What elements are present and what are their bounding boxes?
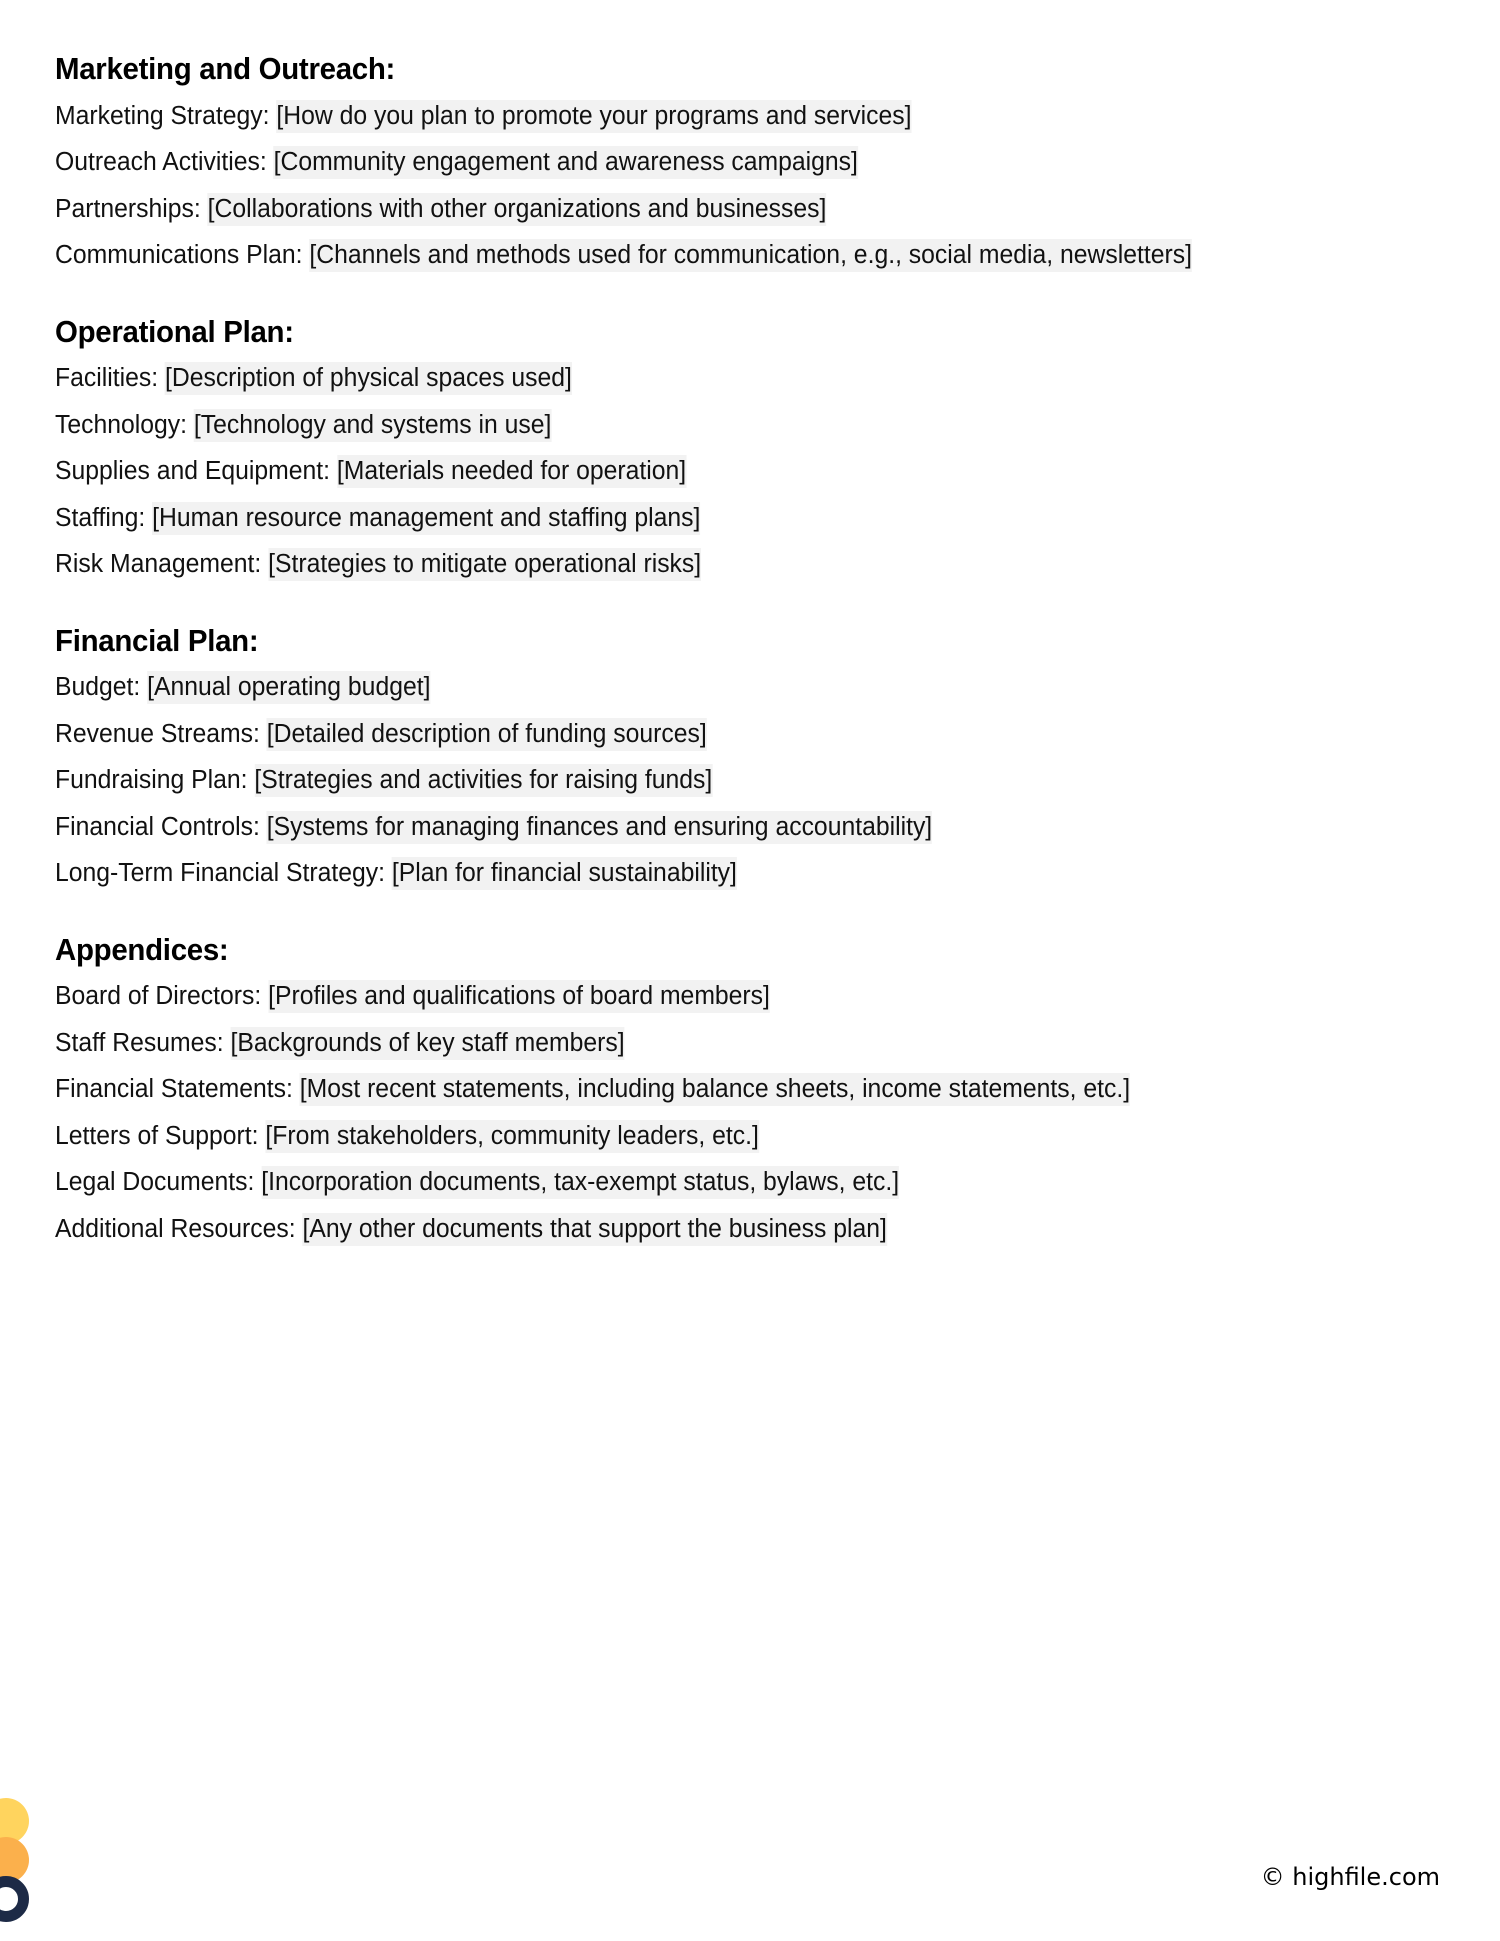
field-label: Communications Plan: bbox=[55, 241, 310, 269]
field-line bbox=[55, 1210, 1374, 1257]
field-label: Partnerships: bbox=[55, 194, 208, 223]
field-line bbox=[55, 977, 1374, 1024]
field-label: Supplies and Equipment: bbox=[55, 457, 337, 485]
section-heading: Operational Plan: bbox=[55, 314, 294, 349]
field-label: Marketing Strategy: bbox=[55, 101, 277, 130]
section-heading: Financial Plan: bbox=[55, 623, 259, 658]
field-placeholder-value: [Plan for financial sustainability] bbox=[392, 857, 737, 890]
field-label: Financial Statements: bbox=[55, 1075, 300, 1103]
field-line bbox=[55, 359, 1374, 406]
field-line bbox=[55, 499, 1374, 546]
field-line bbox=[55, 190, 1374, 237]
field-placeholder-value: [Most recent statements, including balance sheets, income statements, etc.] bbox=[300, 1073, 1130, 1106]
document-body bbox=[55, 48, 1415, 1256]
field-line bbox=[55, 668, 1374, 715]
field-label: Letters of Support: bbox=[55, 1121, 266, 1150]
section-heading: Marketing and Outreach: bbox=[55, 52, 396, 86]
field-line bbox=[55, 143, 1374, 190]
document-section bbox=[55, 311, 1415, 592]
document-section bbox=[55, 929, 1415, 1257]
document-section bbox=[55, 620, 1415, 901]
field-placeholder-value: [Any other documents that support the business plan] bbox=[302, 1213, 886, 1246]
field-placeholder-value: [Annual operating budget] bbox=[147, 671, 430, 704]
highfile-logo bbox=[0, 1798, 29, 1922]
field-placeholder-value: [Technology and systems in use] bbox=[194, 409, 551, 442]
document-section bbox=[55, 48, 1415, 283]
field-label: Facilities: bbox=[55, 364, 165, 392]
field-line bbox=[55, 808, 1374, 855]
field-line bbox=[55, 1163, 1374, 1210]
field-label: Financial Controls: bbox=[55, 812, 267, 841]
field-line bbox=[55, 545, 1374, 592]
field-placeholder-value: [Strategies to mitigate operational risks] bbox=[268, 548, 701, 581]
field-placeholder-value: [Collaborations with other organizations and businesses] bbox=[208, 193, 827, 226]
field-line bbox=[55, 1117, 1374, 1164]
field-placeholder-value: [Materials needed for operation] bbox=[337, 455, 686, 488]
field-line bbox=[55, 97, 1374, 144]
field-line bbox=[55, 761, 1374, 808]
field-line bbox=[55, 1070, 1374, 1117]
field-label: Legal Documents: bbox=[55, 1168, 262, 1196]
field-label: Board of Directors: bbox=[55, 982, 269, 1010]
field-placeholder-value: [From stakeholders, community leaders, etc.] bbox=[265, 1120, 759, 1153]
field-label: Revenue Streams: bbox=[55, 719, 267, 748]
field-placeholder-value: [Channels and methods used for communication, e.g., social media, newsletters] bbox=[309, 239, 1192, 272]
field-placeholder-value: [Profiles and qualifications of board members] bbox=[268, 980, 770, 1013]
field-label: Additional Resources: bbox=[55, 1214, 303, 1243]
field-label: Long-Term Financial Strategy: bbox=[55, 859, 392, 887]
field-line bbox=[55, 236, 1374, 283]
field-placeholder-value: [Detailed description of funding sources] bbox=[267, 718, 707, 751]
field-placeholder-value: [Systems for managing finances and ensuring accountability] bbox=[267, 811, 932, 844]
field-line bbox=[55, 406, 1374, 453]
footer-copyright: © highfile.com bbox=[1260, 1863, 1440, 1891]
field-label: Budget: bbox=[55, 673, 148, 701]
field-placeholder-value: [Human resource management and staffing plans] bbox=[152, 502, 700, 535]
field-placeholder-value: [Strategies and activities for raising funds] bbox=[254, 764, 712, 797]
field-line bbox=[55, 1024, 1374, 1071]
field-line bbox=[55, 715, 1374, 762]
field-placeholder-value: [Description of physical spaces used] bbox=[165, 362, 572, 395]
field-label: Fundraising Plan: bbox=[55, 766, 255, 794]
field-line bbox=[55, 452, 1374, 499]
field-placeholder-value: [Backgrounds of key staff members] bbox=[231, 1027, 625, 1060]
field-placeholder-value: [How do you plan to promote your programs and services] bbox=[276, 100, 911, 133]
field-line bbox=[55, 854, 1374, 901]
field-label: Outreach Activities: bbox=[55, 148, 274, 176]
section-heading: Appendices: bbox=[55, 932, 229, 967]
field-placeholder-value: [Community engagement and awareness campaigns] bbox=[274, 146, 858, 179]
field-label: Risk Management: bbox=[55, 550, 269, 578]
field-label: Staff Resumes: bbox=[55, 1028, 231, 1057]
field-label: Technology: bbox=[55, 410, 194, 439]
field-label: Staffing: bbox=[55, 503, 153, 532]
field-placeholder-value: [Incorporation documents, tax-exempt status, bylaws, etc.] bbox=[261, 1166, 899, 1199]
logo-circle-navy-ring bbox=[0, 1876, 29, 1922]
